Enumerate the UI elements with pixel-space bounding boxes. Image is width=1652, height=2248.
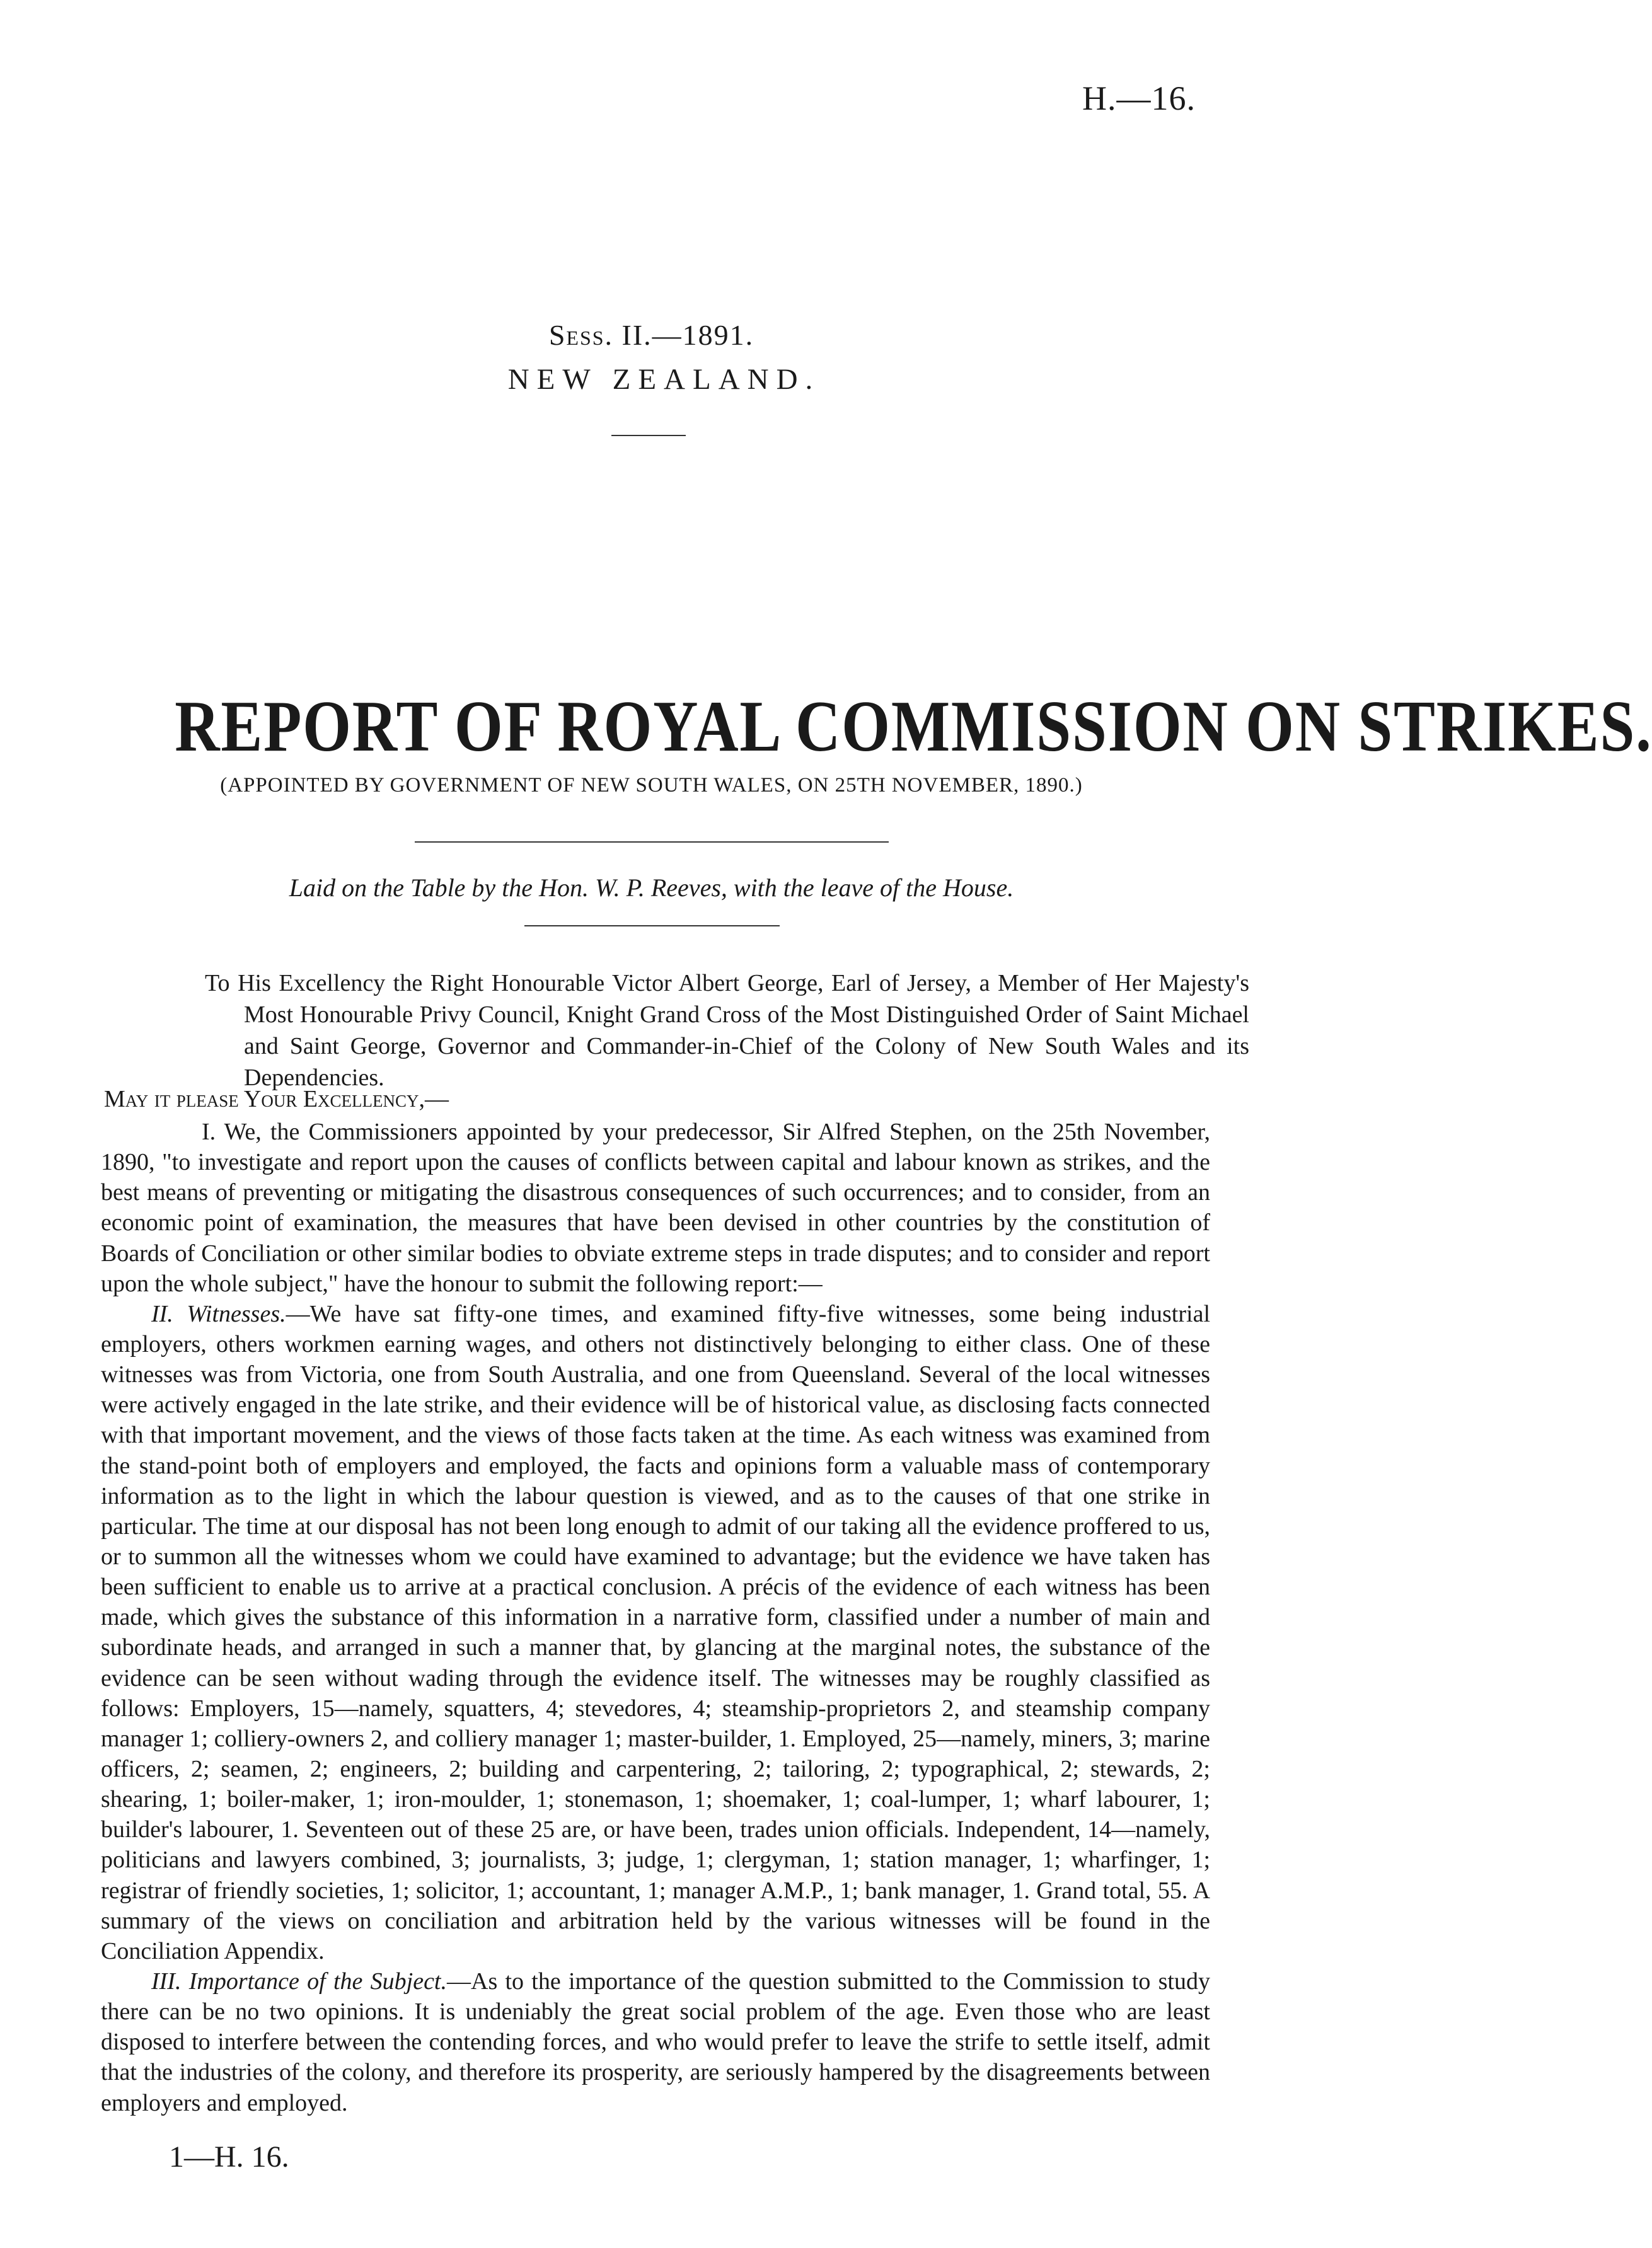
title-wrapper	[0, 686, 1652, 766]
page-code: H.—16.	[1082, 79, 1196, 117]
laid-on-table-note: Laid on the Table by the Hon. W. P. Reeves, with the leave of the House.	[289, 873, 1014, 902]
session-line: Sess. II.—1891.	[548, 319, 754, 351]
country-heading: NEW ZEALAND.	[507, 363, 821, 396]
paragraph-3	[101, 1966, 1210, 2118]
divider-short	[611, 435, 686, 436]
salutation: May it please Your Excellency,—	[104, 1086, 449, 1112]
page-footer: 1—H. 16.	[169, 2140, 289, 2174]
report-subtitle: (APPOINTED BY GOVERNMENT OF NEW SOUTH WALES, ON 25TH NOVEMBER, 1890.)	[220, 774, 1083, 797]
report-body	[101, 1117, 1210, 2118]
paragraph-2	[101, 1299, 1210, 1966]
paragraph-3-heading: III. Importance of the Subject.	[151, 1968, 447, 1995]
paragraph-2-heading: II. Witnesses.	[151, 1300, 286, 1327]
report-title: REPORT OF ROYAL COMMISSION ON STRIKES.	[174, 686, 1652, 766]
paragraph-1: I. We, the Commissioners appointed by your predecessor, Sir Alfred Stephen, on the 25th November, 1890, "to investigate and report upon the causes of conflicts between capital and labour known as strikes, and the best means of preventing or mitigating the disastrous consequences of such occurrences; and to consider, from an economic point of examination, the measures that have been devised in other countries by the constitution of Boards of Conciliation or other similar bodies to obviate extreme steps in trade disputes; and to consider and report upon the whole subject," have the honour to submit the following report:—	[101, 1119, 1210, 1297]
address-block: To His Excellency the Right Honourable Victor Albert George, Earl of Jersey, a Member of Her Majesty's Most Honourable Privy Council, Knight Grand Cross of the Most Distinguished Order of Saint Michael and Saint George, Governor and Commander-in-Chief of the Colony of New South Wales and its Dependencies.	[205, 970, 1249, 1092]
paragraph-3-text: —As to the importance of the question submitted to the Commission to study there can be no two opinions. It is undeniably the great social problem of the age. Even those who are least disposed to interfere between the contending forces, and who would prefer to leave the strife to settle itself, admit that the industries of the colony, and therefore its prosperity, are seriously hampered by the disagreements between employers and employed.	[101, 1968, 1210, 2116]
divider-upper	[415, 841, 889, 843]
divider-lower	[524, 925, 780, 926]
paragraph-2-text: —We have sat fifty-one times, and examined fifty-five witnesses, some being industrial employers, others workmen earning wages, and others not distinctively belonging to either class. One of these witnesses was from Victoria, one from South Australia, and one from Queensland. Several of the local witnesses were actively engaged in the late strike, and their evidence will be of historical value, as disclosing facts connected with that important movement, and the views of those facts taken at the time. As each witness was examined from the stand-point both of employers and employed, the facts and opinions form a valuable mass of contemporary information as to the light in which the labour question is viewed, and as to the causes of that one strike in particular. The time at our disposal has not been long enough to admit of our taking all the evidence proffered to us, or to summon all the witnesses whom we could have examined to advantage; but the evidence we have taken has been sufficient to enable us to arrive at a practical conclusion. A précis of the evidence of each witness has been made, which gives the substance of this information in a narrative form, classified under a number of main and subordinate heads, and arranged in such a manner that, by glancing at the marginal notes, the substance of the evidence can be seen without wading through the evidence itself. The witnesses may be roughly classified as follows: Employers, 15—namely, squatters, 4; stevedores, 4; steamship-proprietors 2, and steamship company manager 1; colliery-owners 2, and colliery manager 1; master-builder, 1. Employed, 25—namely, miners, 3; marine officers, 2; seamen, 2; engineers, 2; building and carpentering, 2; tailoring, 2; typographical, 2; stewards, 2; shearing, 1; boiler-maker, 1; iron-moulder, 1; stonemason, 1; shoemaker, 1; coal-lumper, 1; wharf labourer, 1; builder's labourer, 1. Seventeen out of these 25 are, or have been, trades union officials. Independent, 14—namely, politicians and lawyers combined, 3; journalists, 3; judge, 1; clergyman, 1; station manager, 1; wharfinger, 1; registrar of friendly societies, 1; solicitor, 1; accountant, 1; manager A.M.P., 1; bank manager, 1. Grand total, 55. A summary of the views on conciliation and arbitration held by the various witnesses will be found in the Conciliation Appendix.	[101, 1300, 1210, 1964]
